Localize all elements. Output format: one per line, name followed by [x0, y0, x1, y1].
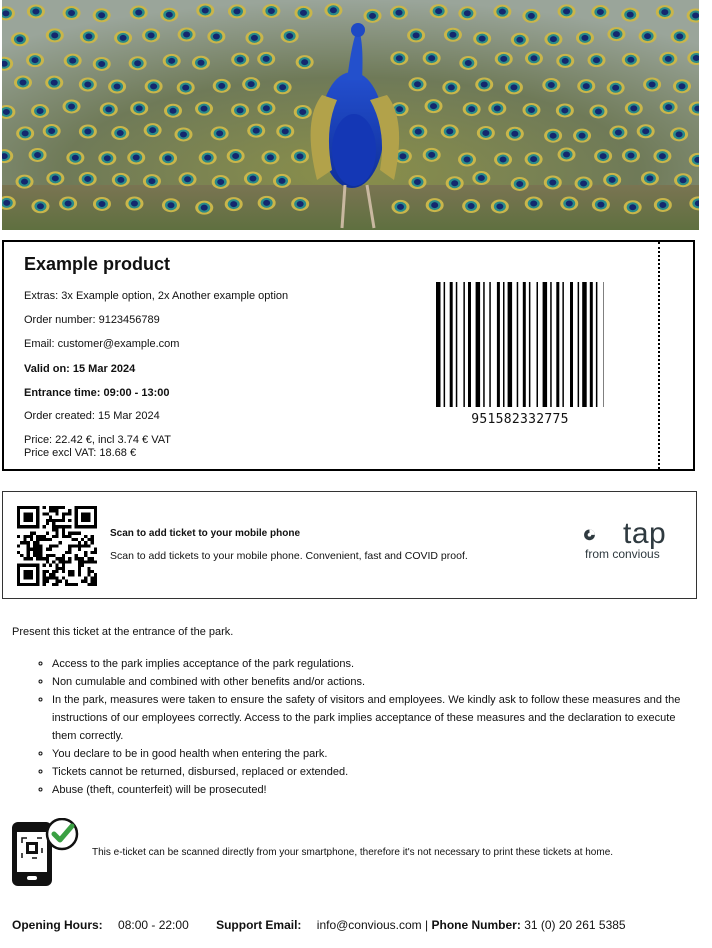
scan-note: This e-ticket can be scanned directly from your smartphone, therefore it's not necessary to print these tickets at home. — [92, 847, 614, 858]
mobile-description: Scan to add tickets to your mobile phone. Convenient, fast and COVID proof. — [110, 550, 468, 562]
mobile-ticket-box — [2, 491, 697, 599]
support-email[interactable]: info@convious.com — [316, 918, 422, 932]
hero-image — [2, 0, 699, 230]
list-item: ◦ Access to the park implies acceptance of the park regulations. — [52, 655, 688, 673]
order-number: Order number: 9123456789 — [24, 314, 160, 326]
entrance-time: Entrance time: 09:00 - 13:00 — [24, 387, 170, 399]
list-item: ◦ Tickets cannot be returned, disbursed, replaced or extended. — [52, 763, 688, 781]
support-label: Support Email: — [216, 918, 302, 932]
ticket-card — [2, 240, 695, 471]
list-item: ◦ Non cumulable and combined with other benefits and/or actions. — [52, 673, 688, 691]
rules-list — [28, 655, 688, 799]
customer-email: Email: customer@example.com — [24, 338, 180, 350]
price: Price: 22.42 €, incl 3.74 € VAT — [24, 434, 171, 446]
phone-label: Phone Number: — [431, 918, 521, 932]
tap-logo-sub: from convious — [585, 547, 660, 561]
order-created: Order created: 15 Mar 2024 — [24, 410, 160, 422]
intro-text: Present this ticket at the entrance of the park. — [12, 626, 234, 638]
list-item: ◦ You declare to be in good health when entering the park. — [52, 745, 688, 763]
peacock-image — [2, 0, 699, 230]
mobile-title: Scan to add ticket to your mobile phone — [110, 528, 301, 539]
barcode-number: 951582332775 — [471, 412, 569, 427]
hours-label: Opening Hours: — [12, 918, 103, 932]
phone-scan-icon — [10, 818, 80, 888]
list-item: ◦ In the park, measures were taken to ensure the safety of visitors and employees. We kindly ask to follow these measures and the instructions of our employees correctly. Access to the park implies acceptance of these measures and the declaration to execute them correctly. — [52, 691, 688, 745]
perforation-line — [658, 242, 660, 469]
valid-on: Valid on: 15 Mar 2024 — [24, 363, 136, 375]
ticket-extras: Extras: 3x Example option, 2x Another example option — [24, 290, 289, 302]
product-title: Example product — [24, 254, 171, 274]
separator: | — [425, 918, 429, 932]
hours-value: 08:00 - 22:00 — [118, 918, 189, 932]
qr-code-icon — [17, 506, 97, 586]
tap-logo-word: tap — [623, 517, 667, 550]
phone-number: 31 (0) 20 261 5385 — [524, 918, 626, 932]
price-excl-vat: Price excl VAT: 18.68 € — [24, 447, 137, 459]
footer — [12, 918, 626, 932]
barcode-icon — [436, 282, 604, 407]
list-item: ◦ Abuse (theft, counterfeit) will be prosecuted! — [52, 781, 688, 799]
